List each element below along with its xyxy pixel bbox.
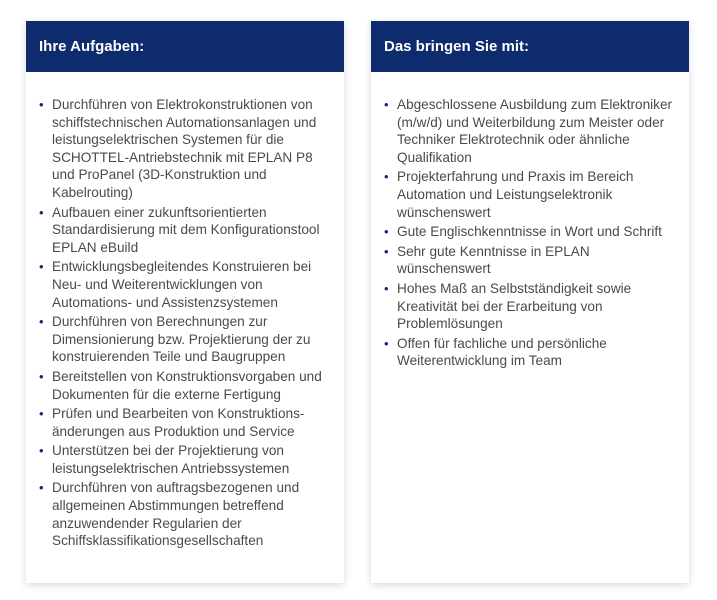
bullet-icon: • — [39, 314, 44, 330]
bullet-icon: • — [384, 243, 389, 259]
list-item: • Entwicklungsbegleitendes Konstruieren bei Neu- und Weiterentwicklungen von Automations- und Assistenzsystemen — [39, 259, 312, 310]
requirements-list — [371, 72, 689, 370]
bullet-icon: • — [384, 97, 389, 112]
bullet-icon: • — [39, 204, 44, 220]
list-item: • Unterstützen bei der Projektierung von leistungselektrischen Antriebssystemen — [39, 443, 290, 476]
bullet-icon: • — [384, 280, 389, 296]
bullet-icon: • — [39, 406, 44, 422]
list-item: • Aufbauen einer zukunftsorientierten Standardisierung mit dem Konfigurationstool EPLAN eBuild — [39, 204, 320, 255]
tasks-list — [26, 72, 344, 550]
list-item: • Bereitstellen von Konstruktionsvorgaben und Dokumenten für die externe Fertigung — [39, 368, 322, 402]
bullet-icon: • — [39, 368, 44, 384]
list-item: • Durchführen von Berechnungen zur Dimensionierung bzw. Projektierung der zu konstruierenden Teile und Baugruppen — [39, 314, 311, 365]
requirements-card-title: Das bringen Sie mit: — [384, 38, 530, 55]
bullet-icon: • — [384, 169, 389, 185]
list-item: • Projekterfahrung und Praxis im Bereich Automation und Leistungselektronik wünschenswert — [384, 169, 634, 220]
bullet-icon: • — [39, 97, 44, 112]
bullet-icon: • — [39, 480, 44, 496]
bullet-icon: • — [39, 443, 44, 459]
tasks-card — [26, 21, 344, 583]
list-item: • Sehr gute Kenntnisse in EPLAN wünschenswert — [384, 243, 590, 277]
bullet-icon: • — [384, 224, 389, 240]
requirements-card — [371, 21, 689, 583]
list-item: • Prüfen und Bearbeiten von Konstruktionsänderungen aus Produktion und Service — [39, 406, 305, 439]
tasks-card-title: Ihre Aufgaben: — [39, 38, 145, 55]
list-item: • Durchführen von auftragsbezogenen und allgemeinen Abstimmungen betreffend anzuwendender Regularien der Schiffsklassifikationsgesellschaften — [39, 480, 300, 549]
list-item: • Offen für fachliche und persönliche Weiterentwicklung im Team — [384, 335, 607, 369]
list-item: • Abgeschlossene Ausbildung zum Elektroniker (m/w/d) und Weiterbildung zum Meister oder Techniker Elektrotechnik oder ähnliche Qualifikation — [384, 97, 673, 165]
requirements-card-header — [371, 21, 689, 72]
list-item: • Durchführen von Elektrokonstruktionen von schiffstechnischen Automationsanlagen und leistungselektrischen Systemen für die SCHOTTEL-Antriebstechnik mit EPLAN P8 und ProPanel (3D-Konstruktion und Kabelrouting) — [39, 97, 317, 200]
list-item: • Hohes Maß an Selbstständigkeit sowie Kreativität bei der Erarbeitung von Problemlösungen — [384, 280, 632, 332]
list-item: • Gute Englischkenntnisse in Wort und Schrift — [384, 224, 662, 240]
bullet-icon: • — [39, 259, 44, 275]
bullet-icon: • — [384, 335, 389, 351]
tasks-card-header — [26, 21, 344, 72]
